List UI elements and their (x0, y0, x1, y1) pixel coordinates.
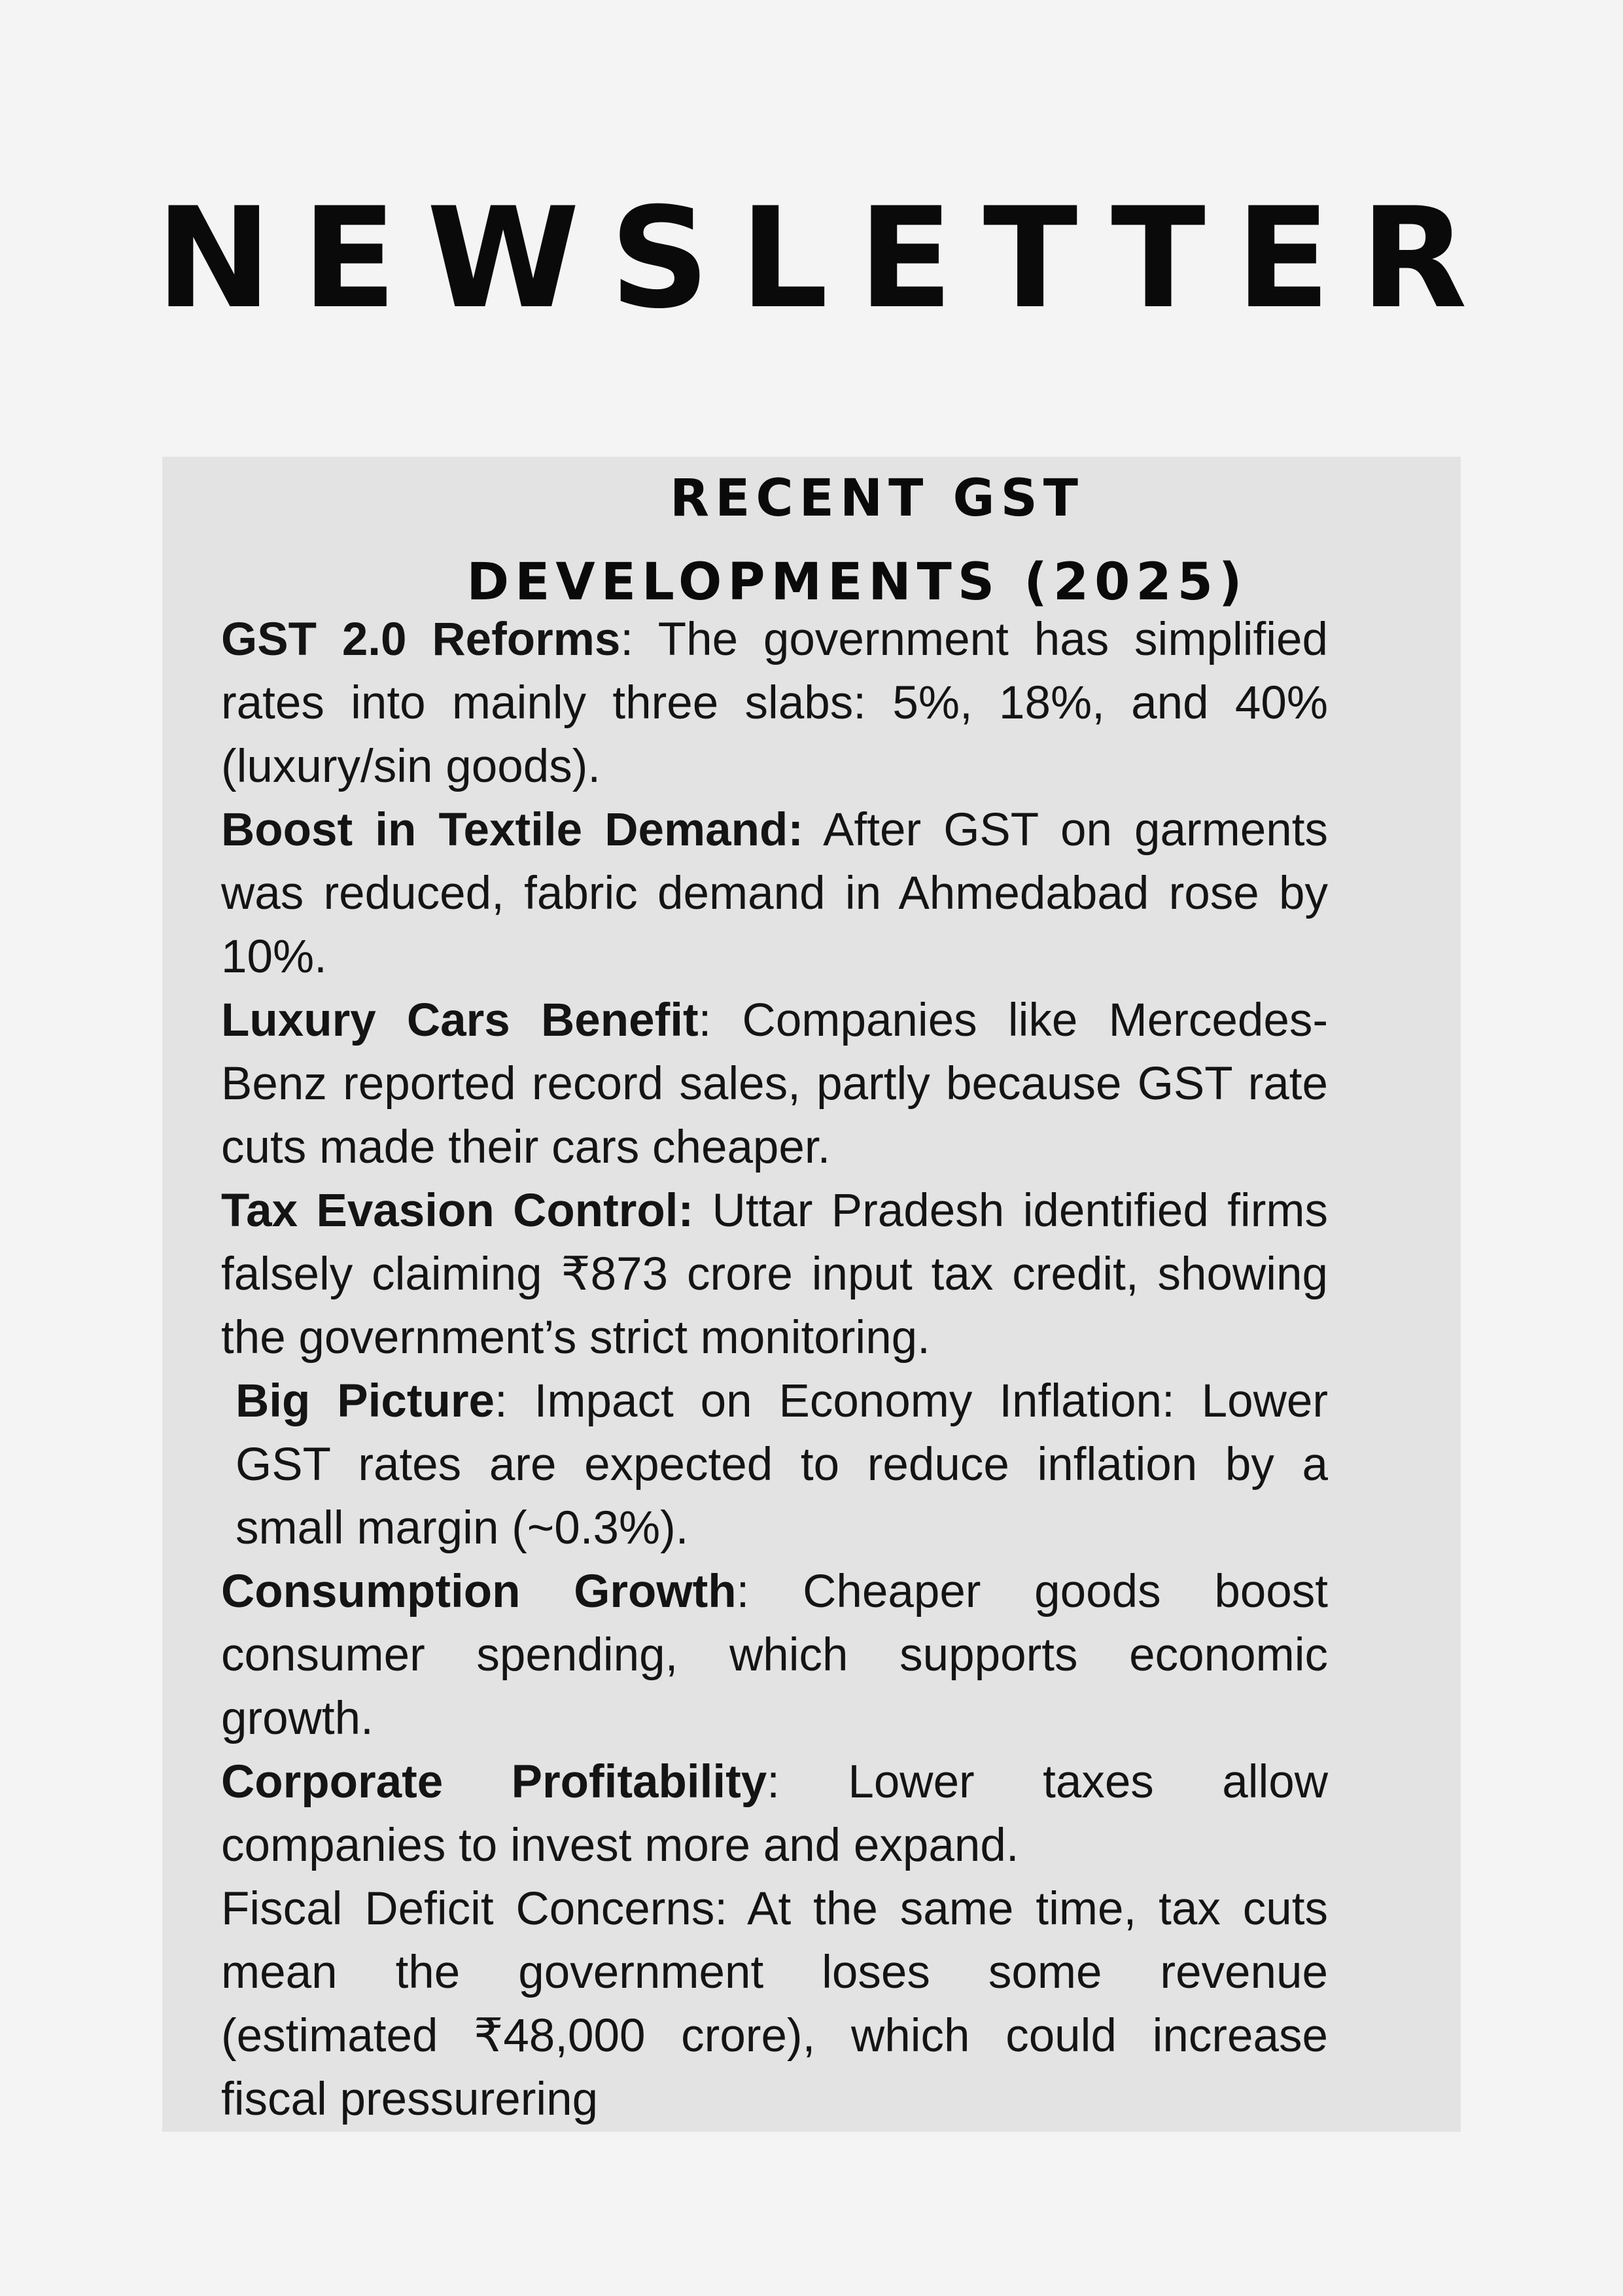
item-text: : Companies like Mercedes-Benz reported record sales, partly because GST rate cuts made their cars cheaper. (221, 995, 1328, 1173)
item-label: Corporate Profitability (221, 1756, 767, 1808)
item-gst-reforms (221, 608, 1328, 798)
item-label: GST 2.0 Reforms (221, 614, 621, 665)
newsletter-masthead: NEWSLETTER (156, 177, 1497, 339)
section-title (0, 457, 1623, 624)
item-text: : The government has simplified rates into mainly three slabs: 5%, 18%, and 40% (luxury/sin goods). (221, 614, 1328, 792)
section-title-line-1: RECENT GST (670, 469, 1084, 528)
item-label: Big Picture (236, 1375, 495, 1427)
item-label: Boost in Textile Demand: (221, 804, 803, 856)
item-text: After GST on garments was reduced, fabric demand in Ahmedabad rose by 10%. (221, 804, 1328, 983)
item-text: Uttar Pradesh identified firms falsely claiming ₹873 crore input tax credit, showing the government’s strict monitoring. (221, 1185, 1328, 1364)
item-luxury-cars (221, 989, 1328, 1179)
item-text: : Cheaper goods boost consumer spending, which supports economic growth. (221, 1566, 1328, 1744)
article-body (221, 608, 1328, 2131)
item-label: Consumption Growth (221, 1566, 737, 1617)
item-tax-evasion (221, 1179, 1328, 1369)
item-consumption-growth (221, 1560, 1328, 1750)
item-big-picture (221, 1369, 1328, 1560)
item-label: Tax Evasion Control: (221, 1185, 694, 1237)
item-textile-demand (221, 798, 1328, 989)
section-title-line-2: DEVELOPMENTS (2025) (466, 553, 1248, 612)
item-fiscal-deficit (221, 1877, 1328, 2131)
item-corporate-profitability (221, 1750, 1328, 1877)
item-text: : Lower taxes allow companies to invest more and expand. (221, 1756, 1328, 1871)
item-text: : Impact on Economy Inflation: Lower GST rates are expected to reduce inflation by a small margin (~0.3%). (236, 1375, 1329, 1554)
item-text: Fiscal Deficit Concerns: At the same time, tax cuts mean the government loses some revenue (estimated ₹48,000 crore), which could increase fiscal pressurering (221, 1883, 1328, 2125)
item-label: Luxury Cars Benefit (221, 995, 699, 1046)
